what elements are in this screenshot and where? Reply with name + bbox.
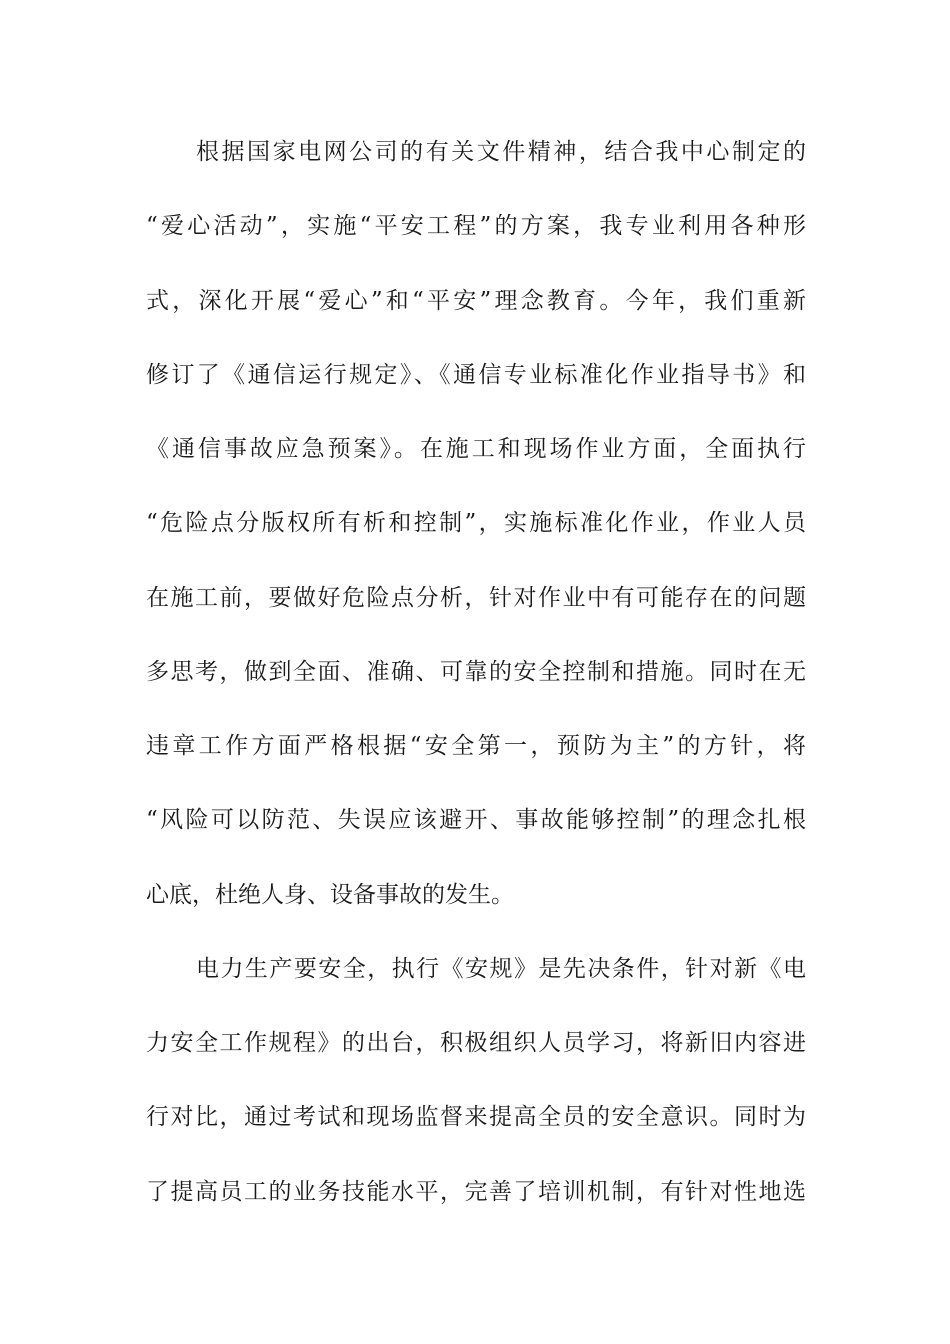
paragraph-1-line-1: 根据国家电网公司的有关文件精神，结合我中心制定的 — [196, 139, 806, 165]
paragraph-1-line-3: 式，深化开展“爱心”和“平安”理念教育。今年，我们重新 — [146, 288, 806, 314]
paragraph-1-line-9: 违章工作方面严格根据“安全第一，预防为主”的方针，将 — [146, 733, 806, 759]
paragraph-2-line-2: 力安全工作规程》的出台，积极组织人员学习，将新旧内容进 — [146, 1030, 806, 1056]
paragraph-1-line-11: 心底，杜绝人身、设备事故的发生。 — [146, 882, 514, 908]
paragraph-1-line-5: 《通信事故应急预案》。在施工和现场作业方面，全面执行 — [146, 436, 806, 462]
paragraph-2-line-1: 电力生产要安全，执行《安规》是先决条件，针对新《电 — [196, 956, 806, 982]
paragraph-1-line-7: 在施工前，要做好危险点分析，针对作业中有可能存在的问题 — [146, 585, 806, 611]
paragraph-2-line-4: 了提高员工的业务技能水平，完善了培训机制，有针对性地选 — [146, 1179, 806, 1205]
paragraph-1-line-8: 多思考，做到全面、准确、可靠的安全控制和措施。同时在无 — [146, 659, 806, 685]
paragraph-1-line-6: “危险点分版权所有析和控制”，实施标准化作业，作业人员 — [146, 510, 806, 536]
paragraph-1-line-2: “爱心活动”，实施“平安工程”的方案，我专业利用各种形 — [146, 213, 806, 239]
paragraph-1-line-4: 修订了《通信运行规定》、《通信专业标准化作业指导书》和 — [146, 362, 806, 388]
paragraph-1-line-10: “风险可以防范、失误应该避开、事故能够控制”的理念扎根 — [146, 807, 806, 833]
paragraph-2-line-3: 行对比，通过考试和现场监督来提高全员的安全意识。同时为 — [146, 1104, 806, 1130]
